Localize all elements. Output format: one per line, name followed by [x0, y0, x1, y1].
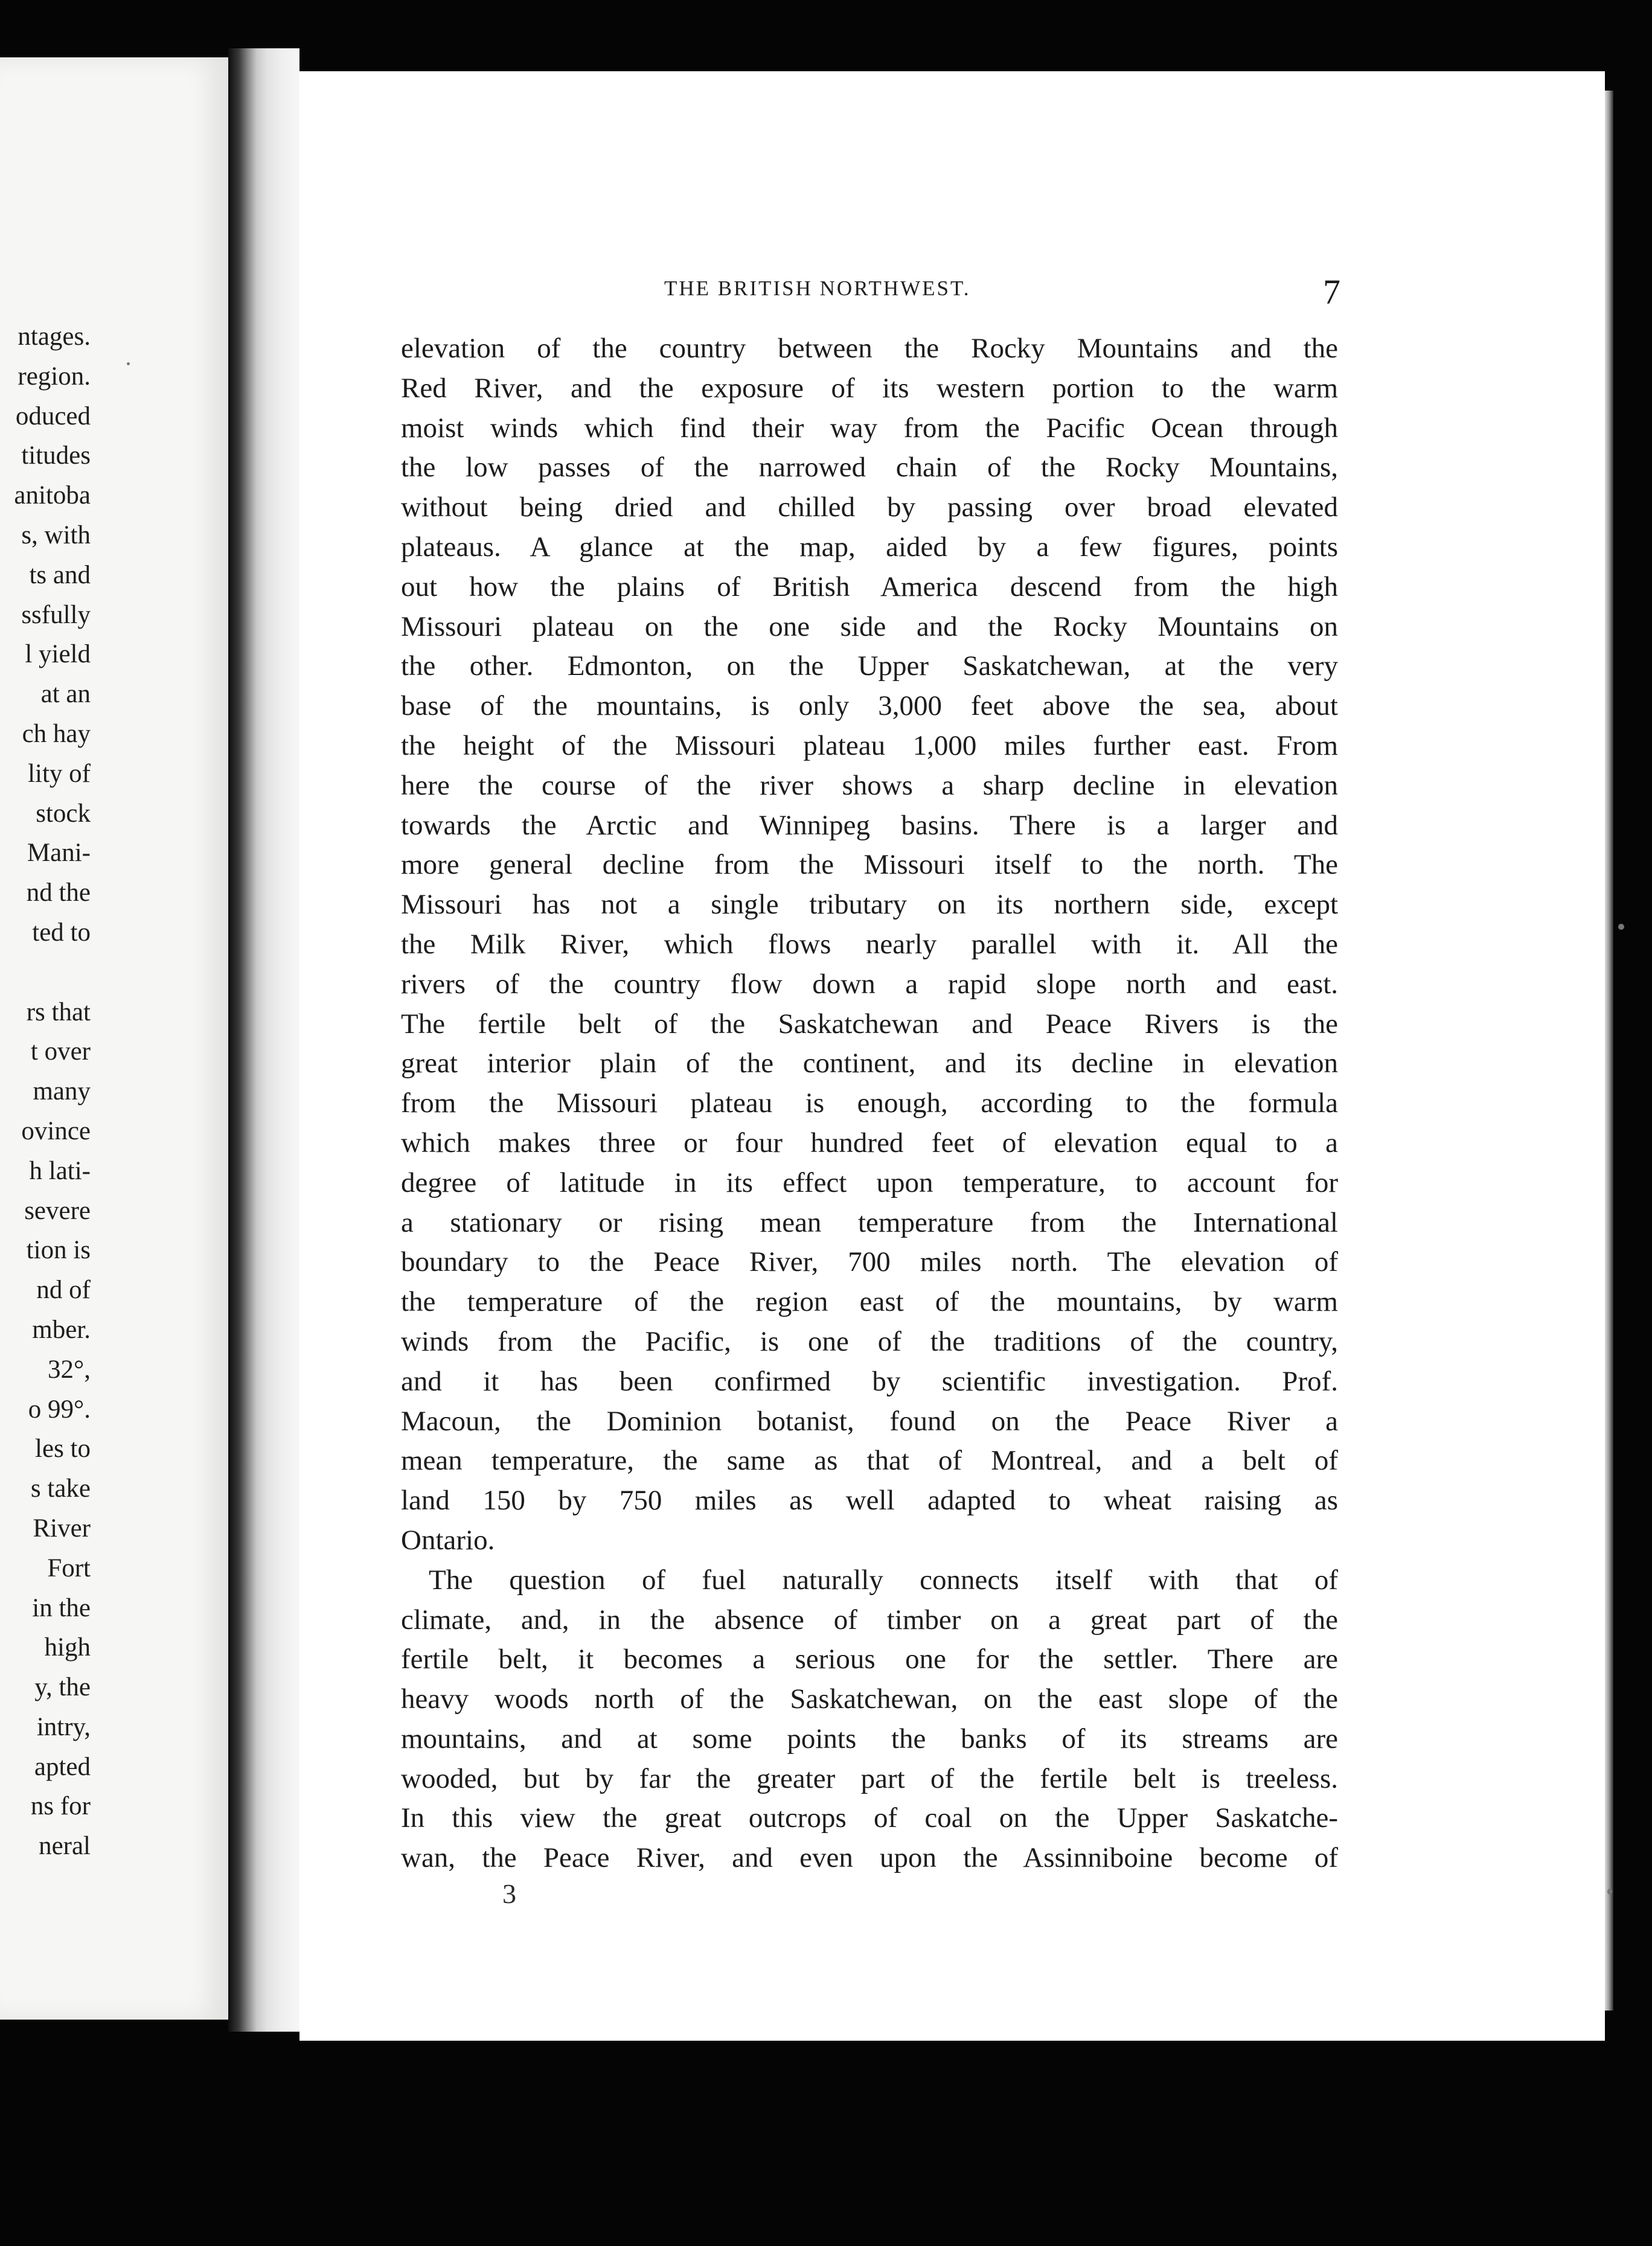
text-line: base of the mountains, is only 3,000 feet above the sea, about [401, 690, 1338, 722]
text-line: boundary to the Peace River, 700 miles north. The elevation of [401, 1246, 1338, 1278]
left-page-line: l yield [25, 640, 91, 669]
left-page-line: anitoba [14, 481, 91, 510]
left-page-line: many [33, 1077, 91, 1106]
left-page-line: River [33, 1514, 91, 1543]
text-line: without being dried and chilled by passing over broad elevated [401, 491, 1338, 523]
left-page-text [0, 317, 91, 1866]
left-page-line: lity of [28, 759, 91, 788]
left-page-line: t over [30, 1037, 91, 1066]
left-page-line: region. [18, 362, 91, 391]
left-page-line: h lati- [29, 1156, 91, 1185]
dust-speck [127, 362, 130, 365]
text-line: mountains, and at some points the banks of its streams are [401, 1723, 1338, 1755]
text-line: rivers of the country flow down a rapid slope north and east. [401, 968, 1338, 1000]
text-line: great interior plain of the continent, and its decline in elevation [401, 1048, 1338, 1080]
left-page-line: s take [30, 1474, 91, 1503]
left-page-line: Fort [47, 1553, 91, 1582]
left-page-line: oduced [15, 402, 91, 430]
left-page-line: ns for [30, 1792, 91, 1821]
left-page-line: ntages. [18, 322, 91, 351]
left-page-line: apted [34, 1752, 91, 1781]
book-gutter [228, 48, 299, 2032]
text-line: more general decline from the Missouri itself to the north. The [401, 849, 1338, 881]
text-line: which makes three or four hundred feet of elevation equal to a [401, 1127, 1338, 1159]
left-page-line: les to [35, 1435, 91, 1464]
left-page-line: ts and [29, 560, 91, 589]
text-line: the Milk River, which flows nearly parallel with it. All the [401, 928, 1338, 960]
text-line: the other. Edmonton, on the Upper Saskatchewan, at the very [401, 650, 1338, 682]
text-line: here the course of the river shows a sharp decline in elevation [401, 769, 1338, 801]
text-line: fertile belt, it becomes a serious one for the settler. There are [401, 1643, 1338, 1675]
text-line: a stationary or rising mean temperature from the International [401, 1206, 1338, 1238]
text-line: mean temperature, the same as that of Montreal, and a belt of [401, 1445, 1338, 1477]
page-header [664, 272, 1340, 320]
dust-speck [1618, 924, 1624, 930]
text-line: the temperature of the region east of the mountains, by warm [401, 1286, 1338, 1318]
text-line: out how the plains of British America descend from the high [401, 571, 1338, 603]
left-page-line: s, with [21, 520, 91, 549]
left-page-line [0, 953, 91, 993]
left-page-line: Mani- [27, 839, 91, 868]
text-line: The question of fuel naturally connects itself with that of [429, 1564, 1338, 1596]
signature-mark: 3 [502, 1878, 516, 1909]
text-line: climate, and, in the absence of timber on a great part of the [401, 1604, 1338, 1636]
left-page-line: o 99°. [28, 1395, 91, 1424]
left-page-line: ovince [21, 1116, 91, 1145]
left-page-line: ssfully [21, 600, 91, 629]
text-line: the height of the Missouri plateau 1,000 miles further east. From [401, 729, 1338, 761]
text-line: plateaus. A glance at the map, aided by a few figures, points [401, 531, 1338, 563]
text-line: land 150 by 750 miles as well adapted to wheat raising as [401, 1485, 1338, 1517]
left-page-line: nd of [36, 1276, 91, 1305]
left-page-line: y, the [34, 1673, 91, 1702]
dust-speck [1607, 1889, 1612, 1895]
page-number: 7 [1323, 272, 1340, 312]
text-line: from the Missouri plateau is enough, according to the formula [401, 1087, 1338, 1119]
left-page-line: at an [40, 680, 91, 709]
text-line: In this view the great outcrops of coal on the Upper Saskatche- [401, 1802, 1338, 1834]
text-line: moist winds which find their way from the Pacific Ocean through [401, 412, 1338, 444]
left-page-line: severe [24, 1196, 91, 1225]
running-head: THE BRITISH NORTHWEST. [664, 277, 971, 300]
text-line: wan, the Peace River, and even upon the Assinniboine become of [401, 1842, 1338, 1874]
text-line: Ontario. [401, 1524, 495, 1556]
left-page-line: mber. [32, 1315, 91, 1344]
left-page-line: ch hay [22, 719, 91, 748]
text-line: the low passes of the narrowed chain of the Rocky Mountains, [401, 452, 1338, 484]
text-line: winds from the Pacific, is one of the traditions of the country, [401, 1325, 1338, 1357]
left-page-line: 32°, [48, 1355, 91, 1384]
text-line: elevation of the country between the Rocky Mountains and the [401, 333, 1338, 364]
text-line: Missouri plateau on the one side and the Rocky Mountains on [401, 610, 1338, 642]
text-line: Macoun, the Dominion botanist, found on the Peace River a [401, 1405, 1338, 1437]
left-page [0, 57, 228, 2020]
left-page-line: ted to [32, 918, 91, 947]
left-page-line: neral [39, 1832, 91, 1861]
text-line: degree of latitude in its effect upon temperature, to account for [401, 1166, 1338, 1198]
text-line: Red River, and the exposure of its western portion to the warm [401, 372, 1338, 404]
left-page-line: titudes [21, 441, 91, 470]
left-page-line: tion is [26, 1236, 91, 1265]
text-line: and it has been confirmed by scientific investigation. Prof. [401, 1365, 1338, 1397]
text-line: Missouri has not a single tributary on its northern side, except [401, 889, 1338, 921]
left-page-line: in the [32, 1593, 91, 1622]
left-page-line: rs that [26, 997, 91, 1026]
text-line: heavy woods north of the Saskatchewan, on the east slope of the [401, 1683, 1338, 1715]
left-page-line: stock [36, 799, 91, 828]
page-edge [1605, 91, 1613, 2011]
body-text [401, 329, 1338, 1878]
left-page-line: high [44, 1633, 91, 1662]
left-page-line: nd the [26, 878, 91, 907]
left-page-line: intry, [36, 1712, 91, 1741]
text-line: towards the Arctic and Winnipeg basins. There is a larger and [401, 809, 1338, 841]
text-line: The fertile belt of the Saskatchewan and Peace Rivers is the [401, 1008, 1338, 1040]
text-line: wooded, but by far the greater part of the fertile belt is treeless. [401, 1762, 1338, 1794]
